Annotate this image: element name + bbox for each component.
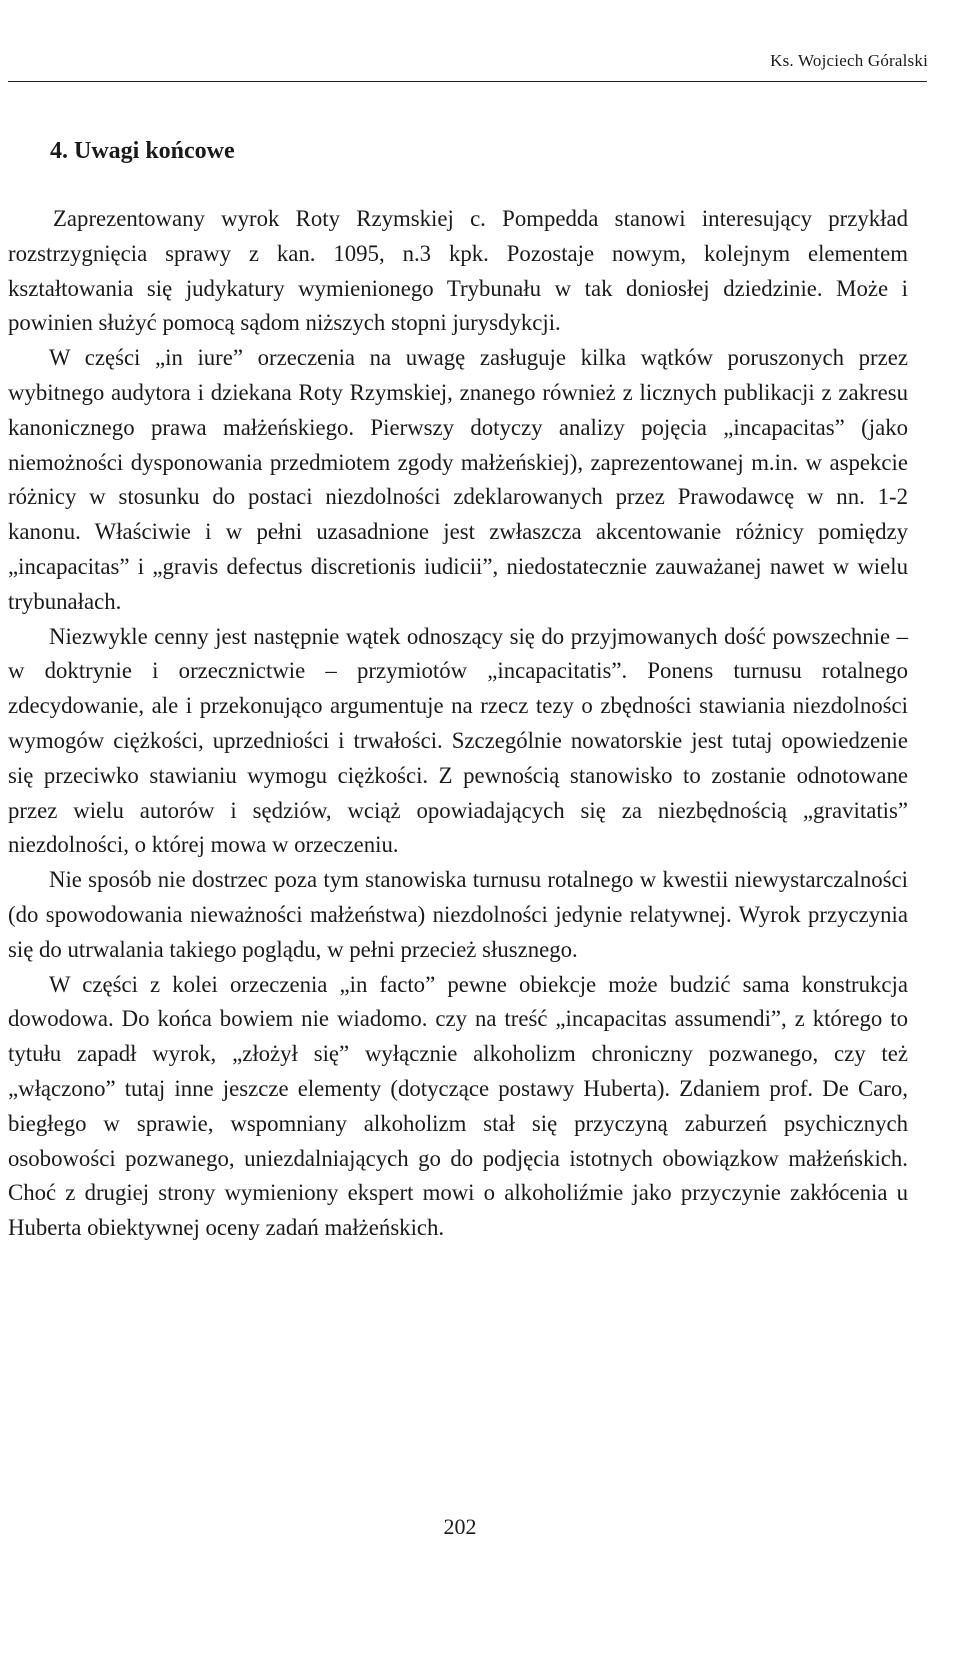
paragraph-4: Nie sposób nie dostrzec poza tym stanowiska turnusu rotalnego w kwestii niewystarczalności (do spowodowania nieważności małżeństwa) niezdolności jedynie relatywnej. Wyrok przyczynia się do utrwalania takiego poglądu, w pełni przecież słusznego. <box>8 867 908 962</box>
body-text <box>8 202 908 1246</box>
running-head: Ks. Wojciech Góralski <box>770 51 928 70</box>
paragraph-3: Niezwykle cenny jest następnie wątek odnoszący się do przyjmowanych dość powszechnie – w doktrynie i orzecznictwie – przymiotów „incapacitatis”. Ponens turnusu rotalnego zdecydowanie, ale i przekonująco argumentuje na rzecz tezy o zbędności stawiania niezdolności wymogów ciężkości, uprzedniości i trwałości. Szczególnie nowatorskie jest tutaj opowiedzenie się przeciwko stawianiu wymogu ciężkości. Z pewnością stanowisko to zostanie odnotowane przez wielu autorów i sędziów, wciąż opowiadających się za niezbędnością „gravitatis” niezdolności, o której mowa w orzeczeniu. <box>8 623 908 858</box>
page-number: 202 <box>443 1514 477 1539</box>
paragraph-5: W części z kolei orzeczenia „in facto” pewne obiekcje może budzić sama konstrukcja dowodowa. Do końca bowiem nie wiadomo. czy na treść „incapacitas assumendi”, z którego to tytułu zapadł wyrok, „złożył się” wyłącznie alkoholizm chroniczny pozwanego, czy też „włączono” tutaj inne jeszcze elementy (dotyczące postawy Huberta). Zdaniem prof. De Caro, biegłego w sprawie, wspomniany alkoholizm stał się przyczyną zaburzeń psychicznych osobowości pozwanego, uniezdalniających go do podjęcia istotnych obowiązkow małżeńskich. Choć z drugiej strony wymieniony ekspert mowi o alkoholiźmie jako przyczynie zakłócenia u Huberta obiektywnej oceny zadań małżeńskich. <box>8 971 908 1241</box>
paragraph-1: Zaprezentowany wyrok Roty Rzymskiej c. Pompedda stanowi interesujący przykład rozstrzygnięcia sprawy z kan. 1095, n.3 kpk. Pozostaje nowym, kolejnym elementem kształtowania się judykatury wymienionego Trybunału w tak doniosłej dziedzinie. Może i powinien służyć pomocą sądom niższych stopni jurysdykcji. <box>8 206 908 336</box>
paragraph-2: W części „in iure” orzeczenia na uwagę zasługuje kilka wątków poruszonych przez wybitnego audytora i dziekana Roty Rzymskiej, znanego również z licznych publikacji z zakresu kanonicznego prawa małżeńskiego. Pierwszy dotyczy analizy pojęcia „incapacitas” (jako niemożności dysponowania przedmiotem zgody małżeńskiej), zaprezentowanej m.in. w aspekcie różnicy w stosunku do postaci niezdolności zdeklarowanych przez Prawodawcę w nn. 1-2 kanonu. Właściwie i w pełni uzasadnione jest zwłaszcza akcentowanie różnicy pomiędzy „incapacitas” i „gravis defectus discretionis iudicii”, niedostatecznie zauważanej nawet w wielu trybunałach. <box>8 345 908 614</box>
header-rule <box>8 81 927 82</box>
section-title: 4. Uwagi końcowe <box>50 138 235 164</box>
